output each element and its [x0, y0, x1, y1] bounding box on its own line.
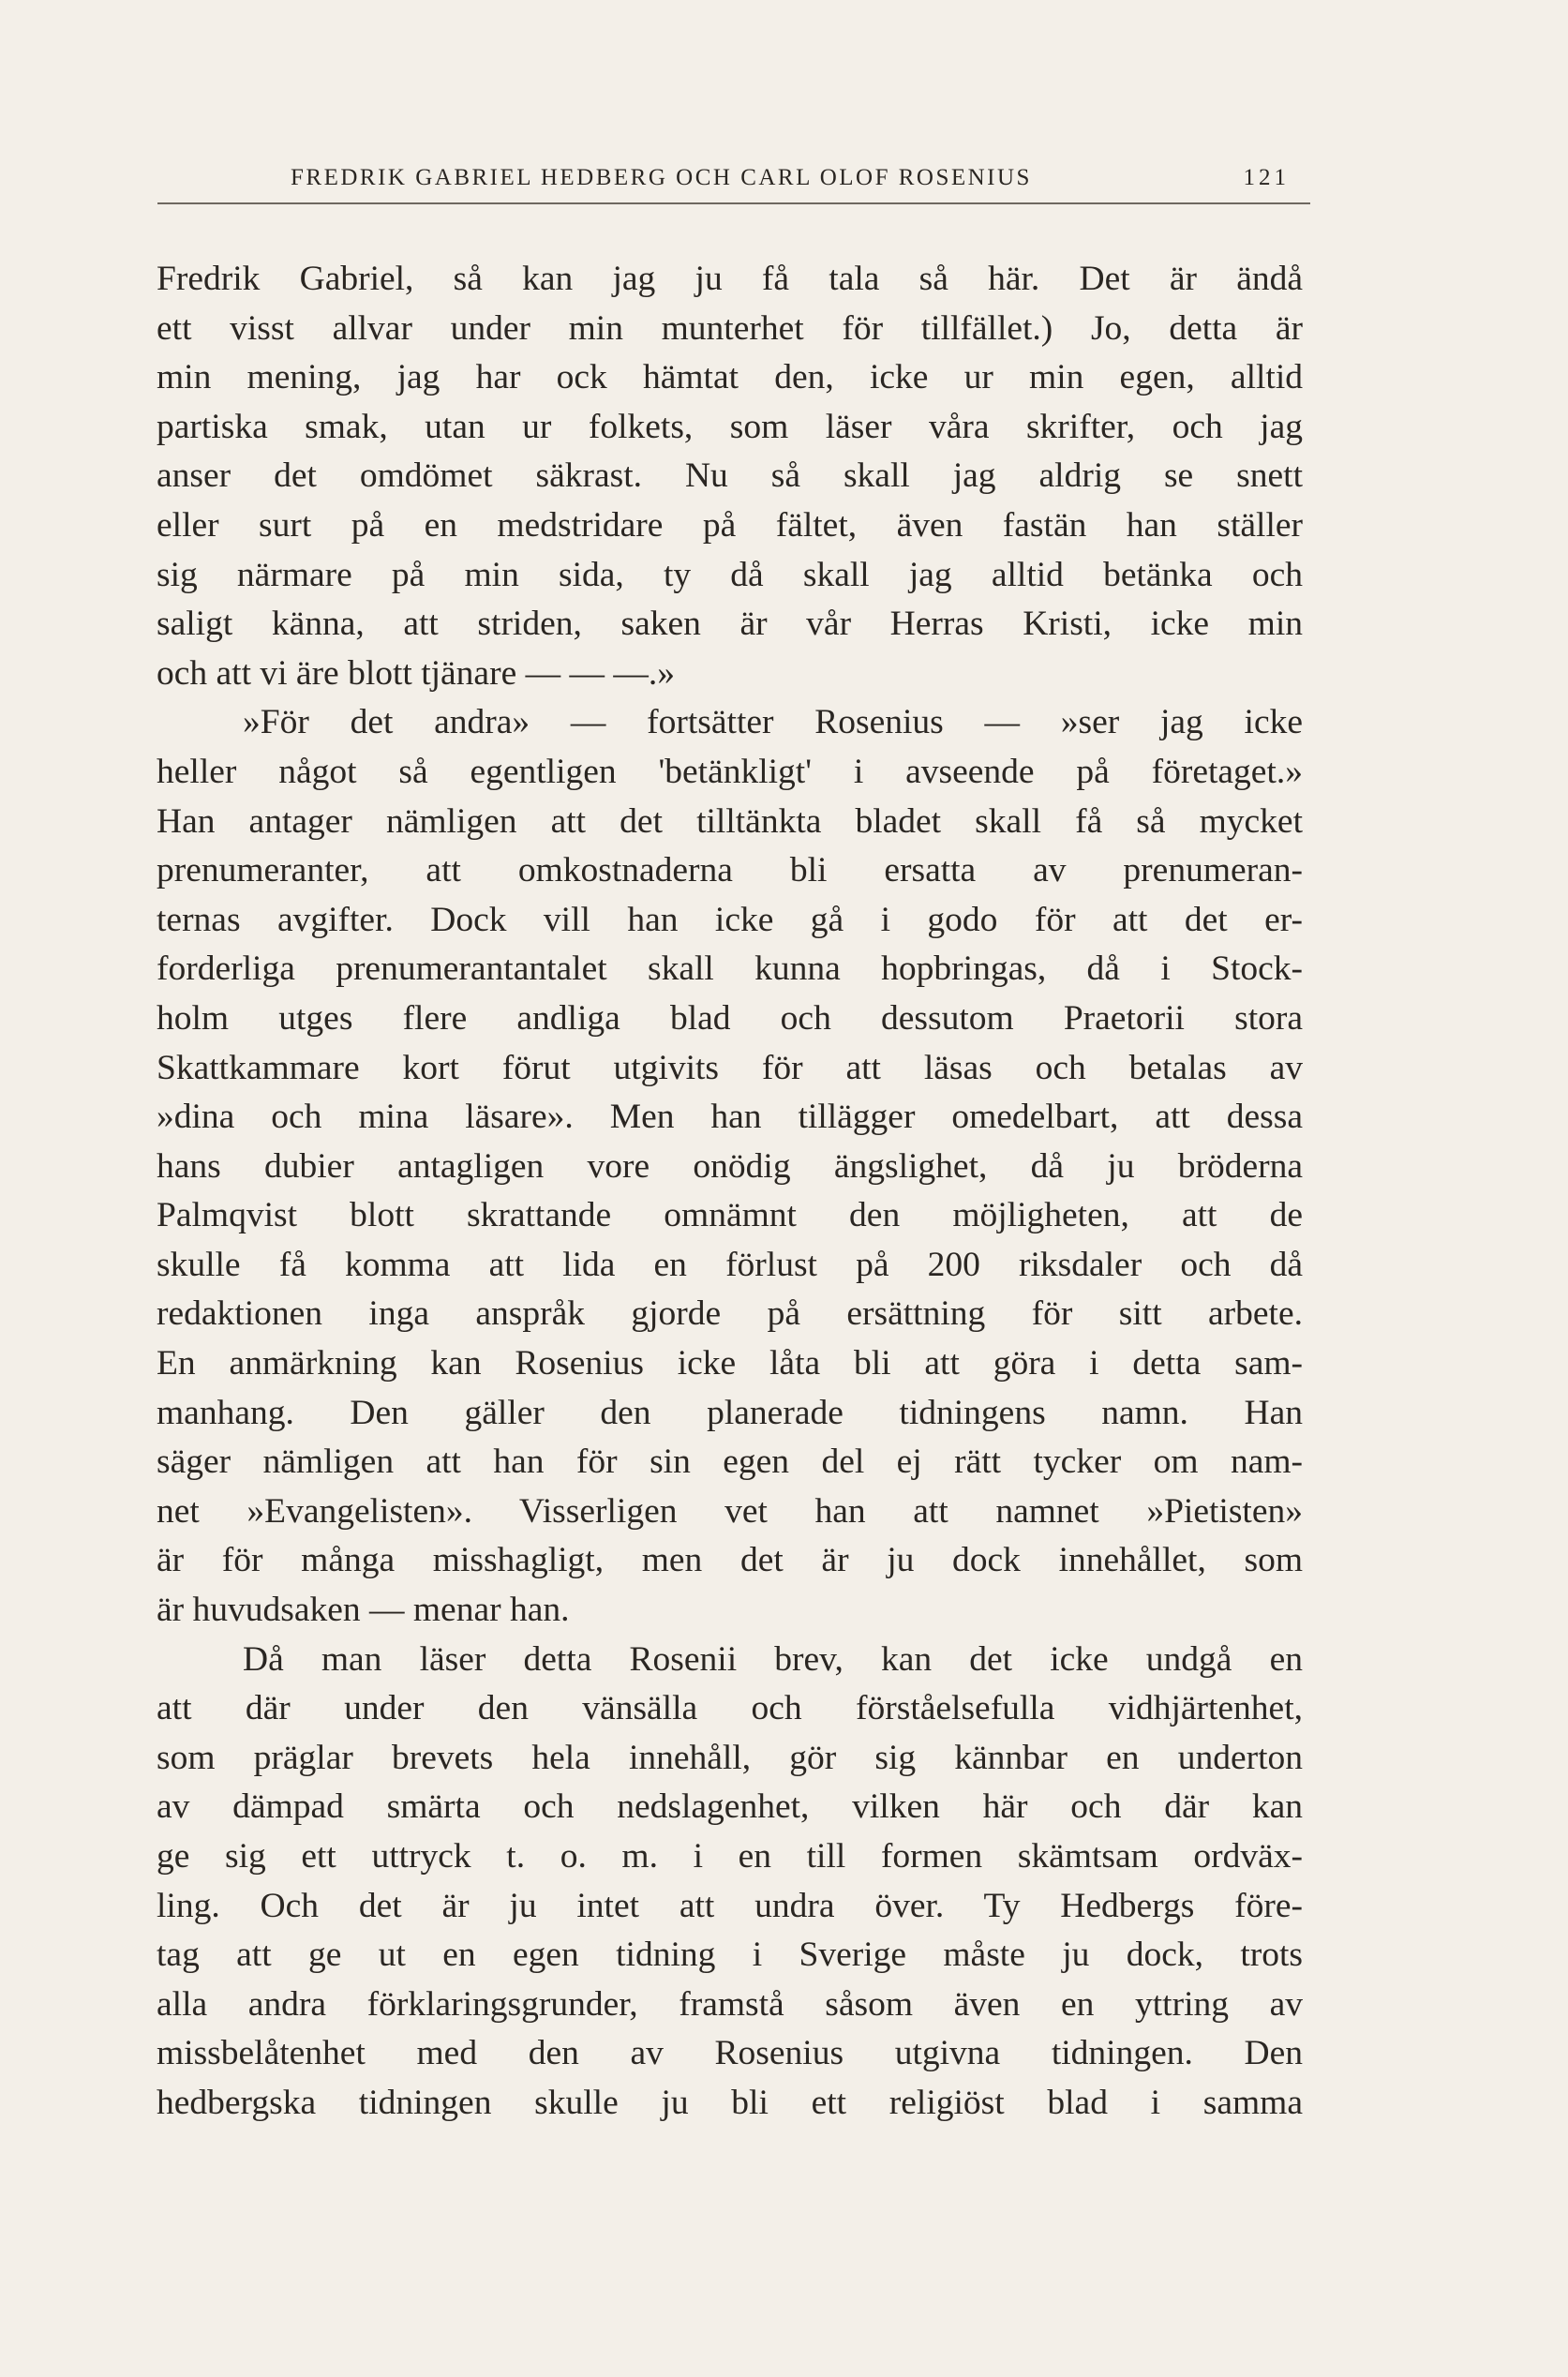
text-line: skulle få komma att lida en förlust på 200 riksdaler och då [157, 1245, 1303, 1284]
text-line: alla andra förklaringsgrunder, framstå såsom även en yttring av [157, 1984, 1303, 2024]
text-line: »dina och mina läsare». Men han tillägger omedelbart, att dessa [157, 1098, 1303, 1137]
text-line: net »Evangelisten». Visserligen vet han att namnet »Pietisten» [157, 1491, 1303, 1531]
text-line: ling. Och det är ju intet att undra över. Ty Hedbergs före- [157, 1886, 1303, 1925]
text-line: forderliga prenumerantantalet skall kunna hopbringas, då i Stock- [157, 949, 1303, 989]
text-line: Palmqvist blott skrattande omnämnt den möjligheten, att de [157, 1196, 1303, 1235]
header-rule [157, 202, 1310, 204]
text-line: som präglar brevets hela innehåll, gör sig kännbar en underton [157, 1738, 1303, 1777]
text-line: ett visst allvar under min munterhet för tillfället.) Jo, detta är [157, 308, 1303, 348]
page-header [150, 165, 1312, 202]
text-line: prenumeranter, att omkostnaderna bli ersatta av prenumeran- [157, 851, 1303, 890]
text-line: hedbergska tidningen skulle ju bli ett religiöst blad i samma [157, 2083, 1303, 2122]
text-line: hans dubier antagligen vore onödig ängslighet, då ju bröderna [157, 1146, 1303, 1186]
text-line: säger nämligen att han för sin egen del ej rätt tycker om nam- [157, 1443, 1303, 1482]
text-line: ternas avgifter. Dock vill han icke gå i godo för att det er- [157, 900, 1303, 939]
text-line: heller något så egentligen 'betänkligt' i avseende på företaget.» [157, 752, 1303, 791]
text-line: av dämpad smärta och nedslagenhet, vilken här och där kan [157, 1787, 1303, 1827]
text-line: holm utges flere andliga blad och dessutom Praetorii stora [157, 998, 1303, 1038]
text-line: tag att ge ut en egen tidning i Sverige måste ju dock, trots [157, 1936, 1303, 1975]
text-line: »För det andra» — fortsätter Rosenius — »ser jag icke [243, 703, 1303, 742]
text-line: sig närmare på min sida, ty då skall jag alltid betänka och [157, 555, 1303, 594]
text-line: är för många misshagligt, men det är ju dock innehållet, som [157, 1541, 1303, 1580]
text-line: redaktionen inga anspråk gjorde på ersättning för sitt arbete. [157, 1294, 1303, 1334]
text-line: Han antager nämligen att det tilltänkta bladet skall få så mycket [157, 801, 1303, 841]
running-title: FREDRIK GABRIEL HEDBERG OCH CARL OLOF ROSENIUS [291, 165, 1032, 190]
text-line: eller surt på en medstridare på fältet, även fastän han ställer [157, 505, 1303, 545]
text-line: ge sig ett uttryck t. o. m. i en till formen skämtsam ordväx- [157, 1837, 1303, 1876]
text-line: anser det omdömet säkrast. Nu så skall jag aldrig se snett [157, 456, 1303, 496]
text-line: manhang. Den gäller den planerade tidningens namn. Han [157, 1393, 1303, 1432]
text-line: är huvudsaken — menar han. [157, 1591, 570, 1630]
text-line: Då man läser detta Rosenii brev, kan det icke undgå en [243, 1639, 1303, 1679]
text-line: och att vi äre blott tjänare — — —.» [157, 653, 675, 693]
text-line: att där under den vänsälla och förståelsefulla vidhjärtenhet, [157, 1689, 1303, 1728]
text-line: Fredrik Gabriel, så kan jag ju få tala så här. Det är ändå [157, 260, 1303, 298]
text-line: Skattkammare kort förut utgivits för att läsas och betalas av [157, 1048, 1303, 1087]
text-line: En anmärkning kan Rosenius icke låta bli att göra i detta sam- [157, 1344, 1303, 1383]
text-line: missbelåtenhet med den av Rosenius utgivna tidningen. Den [157, 2034, 1303, 2073]
text-line: partiska smak, utan ur folkets, som läser våra skrifter, och jag [157, 407, 1303, 446]
body-text [157, 255, 1303, 2129]
page-number: 121 [1243, 165, 1290, 190]
text-line: min mening, jag har ock hämtat den, icke ur min egen, alltid [157, 358, 1303, 397]
text-line: saligt känna, att striden, saken är vår Herras Kristi, icke min [157, 605, 1303, 644]
